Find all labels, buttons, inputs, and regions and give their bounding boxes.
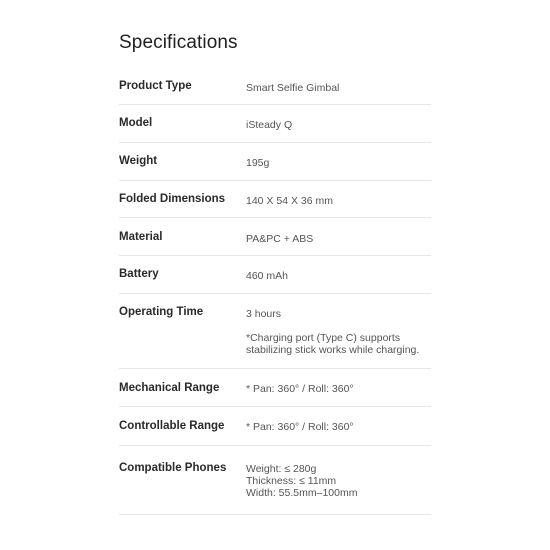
spec-row-operating-time bbox=[119, 294, 431, 369]
spec-label: Controllable Range bbox=[119, 420, 225, 432]
spec-label: Model bbox=[119, 117, 153, 129]
spec-row-material bbox=[119, 218, 431, 256]
spec-label: Battery bbox=[119, 268, 159, 280]
spec-row-compatible-phones bbox=[119, 446, 431, 515]
page-title: Specifications bbox=[119, 32, 238, 53]
spec-value: Weight: ≤ 280g Thickness: ≤ 11mm Width: 55.5mm–100mm bbox=[246, 463, 358, 499]
spec-label: Compatible Phones bbox=[119, 462, 227, 474]
spec-label: Operating Time bbox=[119, 306, 204, 318]
spec-label: Weight bbox=[119, 155, 158, 167]
spec-note: *Charging port (Type C) supports stabilizing stick works while charging. bbox=[246, 332, 420, 356]
spec-row-mechanical-range bbox=[119, 369, 431, 407]
spec-value: 460 mAh bbox=[246, 270, 289, 282]
spec-label: Material bbox=[119, 231, 163, 243]
spec-row-folded-dimensions bbox=[119, 181, 431, 218]
spec-label: Folded Dimensions bbox=[119, 193, 226, 205]
spec-value: PA&PC + ABS bbox=[246, 233, 314, 245]
spec-row-battery bbox=[119, 256, 431, 294]
spec-value: 140 X 54 X 36 mm bbox=[246, 195, 333, 207]
spec-value: 3 hours *Charging port (Type C) supports stabilizing stick works while charging. bbox=[246, 308, 431, 356]
spec-label: Product Type bbox=[119, 80, 192, 92]
specs-table bbox=[119, 68, 431, 515]
spec-row-product-type bbox=[119, 68, 431, 105]
spec-label: Mechanical Range bbox=[119, 382, 220, 394]
spec-row-controllable-range bbox=[119, 407, 431, 446]
spec-value: * Pan: 360° / Roll: 360° bbox=[246, 421, 354, 433]
spec-value: Smart Selfie Gimbal bbox=[246, 82, 340, 94]
spec-value: iSteady Q bbox=[246, 119, 293, 131]
spec-row-model bbox=[119, 105, 431, 143]
spec-value: 195g bbox=[246, 157, 270, 169]
spec-row-weight bbox=[119, 143, 431, 181]
spec-value: * Pan: 360° / Roll: 360° bbox=[246, 383, 354, 395]
